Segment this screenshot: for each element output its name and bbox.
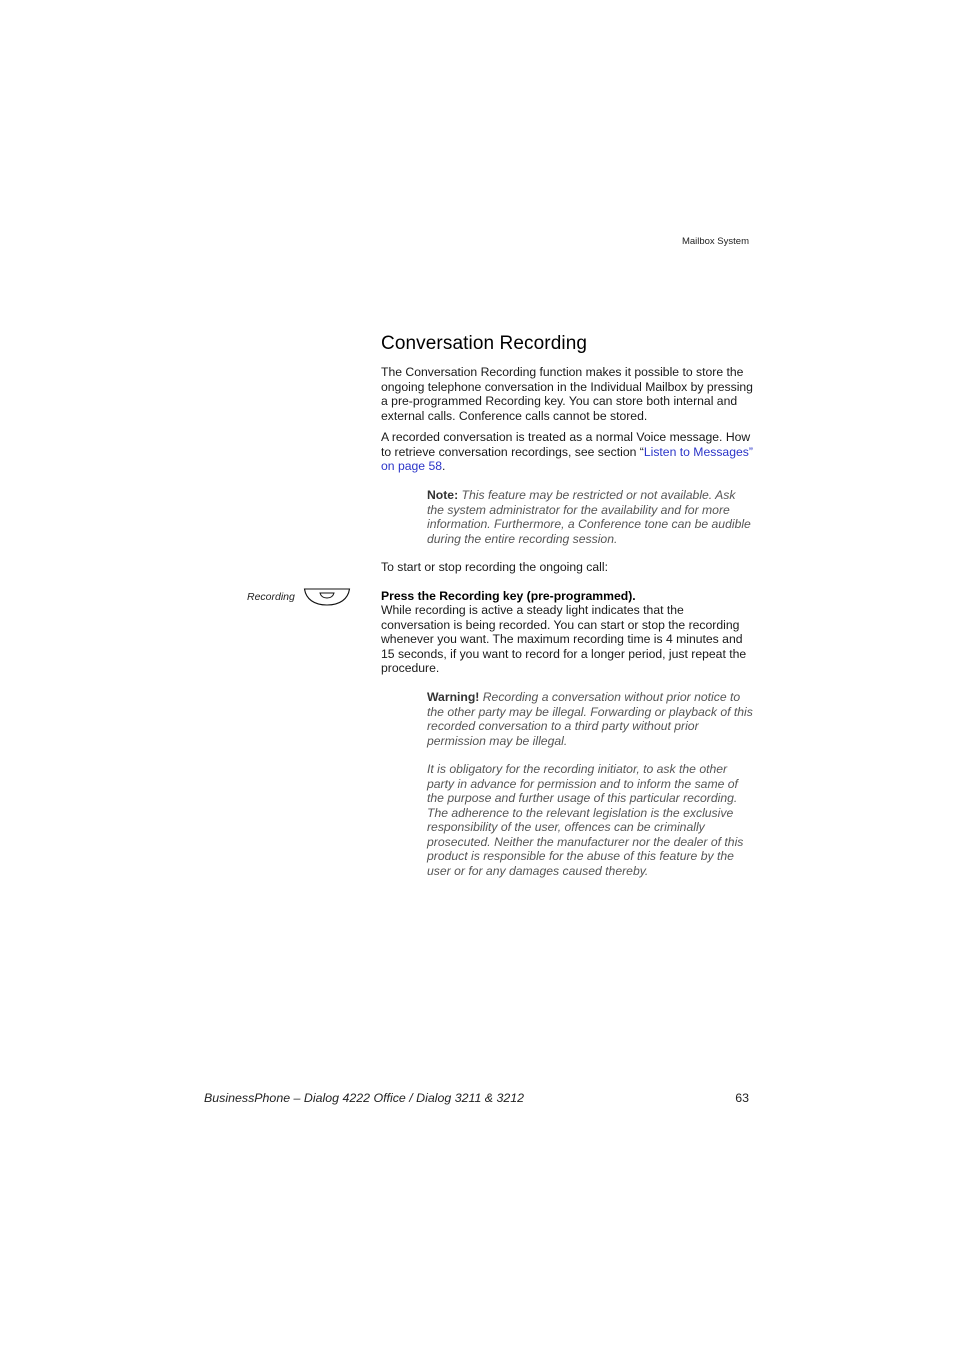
retrieve-text: A recorded conversation is treated as a normal Voice message. How to retrieve conversation recordings, see section “ — [381, 430, 751, 459]
retrieve-paragraph — [381, 430, 753, 474]
warning-block — [427, 690, 753, 748]
page-number: 63 — [735, 1091, 749, 1105]
step-instruction: Press the Recording key (pre-programmed). — [381, 589, 636, 603]
page-title: Conversation Recording — [381, 333, 588, 354]
warning-label: Warning! — [427, 690, 480, 704]
recording-key-label: Recording — [247, 591, 295, 603]
start-stop-paragraph: To start or stop recording the ongoing call: — [381, 560, 608, 574]
listen-to-messages-link[interactable]: Listen to Messages” on page 58 — [381, 444, 753, 473]
recording-key-icon — [303, 587, 351, 607]
retrieve-end: . — [442, 459, 446, 473]
note-text: This feature may be restricted or not available. Ask the system administrator for the availability and for more information. Furthermore, a Conference tone can be audible during the entire recording session. — [427, 488, 751, 546]
note-block — [427, 488, 753, 546]
obligation-paragraph: It is obligatory for the recording initiator, to ask the other party in advance for permission and to inform the same of the purpose and further usage of this particular recording. The adherence to the relevant legislation is the exclusive responsibility of the user, offences can be criminally prosecuted. Neither the manufacturer nor the dealer of this product is responsible for the abuse of this feature by the user or for any damages caused thereby. — [427, 762, 744, 878]
step-detail: While recording is active a steady light indicates that the conversation is being recorded. You can start or stop the recording whenever you want. The maximum recording time is 4 minutes and 15 seconds, if you want to record for a longer period, just repeat the procedure. — [381, 603, 747, 675]
footer-product: BusinessPhone – Dialog 4222 Office / Dialog 3211 & 3212 — [204, 1091, 525, 1105]
intro-paragraph: The Conversation Recording function makes it possible to store the ongoing telephone conversation in the Individual Mailbox by pressing a pre-programmed Recording key. You can store both internal and external calls. Conference calls cannot be stored. — [381, 365, 753, 423]
note-label: Note: — [427, 488, 459, 502]
section-header: Mailbox System — [681, 236, 749, 247]
warning-text: Recording a conversation without prior notice to the other party may be illegal. Forwarding or playback of this recorded conversation to a third party without prior permission may be illegal. — [427, 690, 753, 748]
